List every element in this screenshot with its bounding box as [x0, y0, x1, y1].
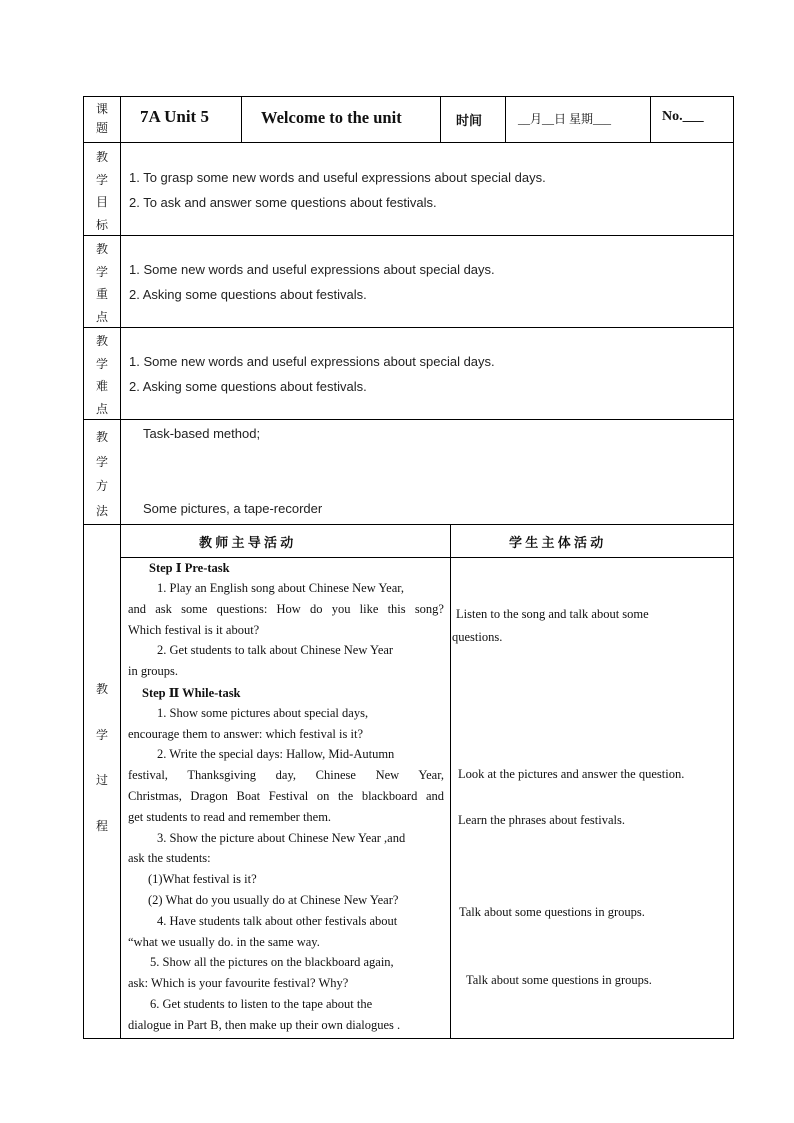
teacher-line: 3. Show the picture about Chinese New Year ,and [157, 831, 406, 845]
teacher-line: 5. Show all the pictures on the blackboard again, [150, 955, 394, 969]
label-char: 标 [95, 217, 108, 232]
key-point-item: 1. Some new words and useful expressions about special days. [129, 262, 495, 277]
row-divider [84, 524, 733, 525]
student-line: Learn the phrases about festivals. [458, 813, 625, 827]
student-activity-heading: 学 生 主 体 活 动 [509, 535, 604, 550]
date-line: __月__日 星期___ [518, 112, 612, 126]
label-char: 题 [95, 121, 108, 135]
method-item: Task-based method; [143, 426, 261, 441]
row-divider [121, 557, 733, 558]
label-char: 学 [95, 454, 108, 469]
label-char: 过 [95, 773, 108, 787]
teacher-line: get students to read and remember them. [128, 810, 332, 824]
label-char: 重 [95, 287, 108, 301]
teacher-line: “what we usually do. in the same way. [128, 935, 320, 949]
teacher-line: Christmas, Dragon Boat Festival on the blackboard and [128, 789, 444, 803]
label-char: 教 [95, 682, 108, 696]
teacher-line: ask the students: [128, 851, 211, 865]
label-char: 点 [95, 309, 108, 324]
row-divider [84, 327, 733, 328]
label-char: 教 [95, 334, 108, 348]
teacher-line: ask: Which is your favourite festival? Why? [128, 976, 349, 990]
label-char: 点 [95, 401, 108, 416]
label-char: 教 [95, 242, 108, 256]
teacher-line: (1)What festival is it? [148, 872, 257, 886]
teacher-line: 1. Play an English song about Chinese New Year, [157, 581, 405, 595]
col-divider [650, 97, 651, 142]
difficulty-item: 2. Asking some questions about festivals. [129, 379, 367, 394]
teacher-line: dialogue in Part B, then make up their own dialogues . [128, 1018, 401, 1032]
student-line: Look at the pictures and answer the question. [458, 767, 685, 781]
label-char: 法 [95, 503, 108, 518]
label-char: 目 [95, 195, 108, 209]
step-heading: Step Ⅱ While-task [142, 686, 241, 700]
teacher-line: 6. Get students to listen to the tape about the [150, 997, 373, 1011]
label-char: 学 [95, 264, 108, 279]
header-label [84, 100, 120, 138]
col-divider [120, 97, 121, 1038]
topic-title: Welcome to the unit [261, 108, 402, 127]
teacher-line: 1. Show some pictures about special days, [157, 706, 369, 720]
method-item: Some pictures, a tape-recorder [143, 501, 323, 516]
teacher-activity-heading: 教 师 主 导 活 动 [199, 535, 294, 550]
unit-title: 7A Unit 5 [140, 107, 209, 126]
label-char: 难 [95, 379, 108, 393]
teacher-line: (2) What do you usually do at Chinese New Year? [148, 893, 399, 907]
row-divider [84, 419, 733, 420]
student-line: Listen to the song and talk about some [456, 607, 649, 621]
row-divider [84, 142, 733, 143]
student-line: Talk about some questions in groups. [466, 973, 652, 987]
label-char: 程 [95, 818, 108, 833]
lesson-number: No.___ [662, 109, 704, 124]
teacher-line: encourage them to answer: which festival is it? [128, 727, 363, 741]
teacher-line: 2. Get students to talk about Chinese New Year [157, 643, 394, 657]
step-heading: Step Ⅰ Pre-task [149, 561, 230, 575]
label-char: 教 [95, 150, 108, 164]
methods-label [84, 425, 120, 523]
col-divider [450, 524, 451, 1038]
difficulty-item: 1. Some new words and useful expressions about special days. [129, 354, 495, 369]
difficulties-label [84, 330, 120, 420]
key-points-label [84, 238, 120, 328]
label-char: 学 [95, 356, 108, 371]
teacher-line: 2. Write the special days: Hallow, Mid-Autumn [157, 747, 395, 761]
col-divider [440, 97, 441, 142]
teacher-line: 4. Have students talk about other festivals about [157, 914, 398, 928]
teacher-line: in groups. [128, 664, 178, 678]
teacher-line: festival, Thanksgiving day, Chinese New Year, [128, 768, 444, 782]
label-char: 课 [95, 102, 108, 116]
label-char: 学 [95, 172, 108, 187]
goals-label [84, 146, 120, 236]
process-label [84, 667, 120, 849]
lesson-plan-table [83, 96, 734, 1039]
teacher-line: Which festival is it about? [128, 623, 260, 637]
student-line: questions. [452, 630, 503, 644]
label-char: 学 [95, 727, 108, 742]
teacher-line: and ask some questions: How do you like this song? [128, 602, 444, 616]
col-divider [241, 97, 242, 142]
student-line: Talk about some questions in groups. [459, 905, 645, 919]
label-char: 方 [95, 479, 108, 493]
label-char: 教 [95, 430, 108, 444]
key-point-item: 2. Asking some questions about festivals. [129, 287, 367, 302]
goal-item: 1. To grasp some new words and useful expressions about special days. [129, 170, 546, 185]
col-divider [505, 97, 506, 142]
row-divider [84, 235, 733, 236]
time-label: 时间 [456, 113, 483, 128]
goal-item: 2. To ask and answer some questions about festivals. [129, 195, 437, 210]
